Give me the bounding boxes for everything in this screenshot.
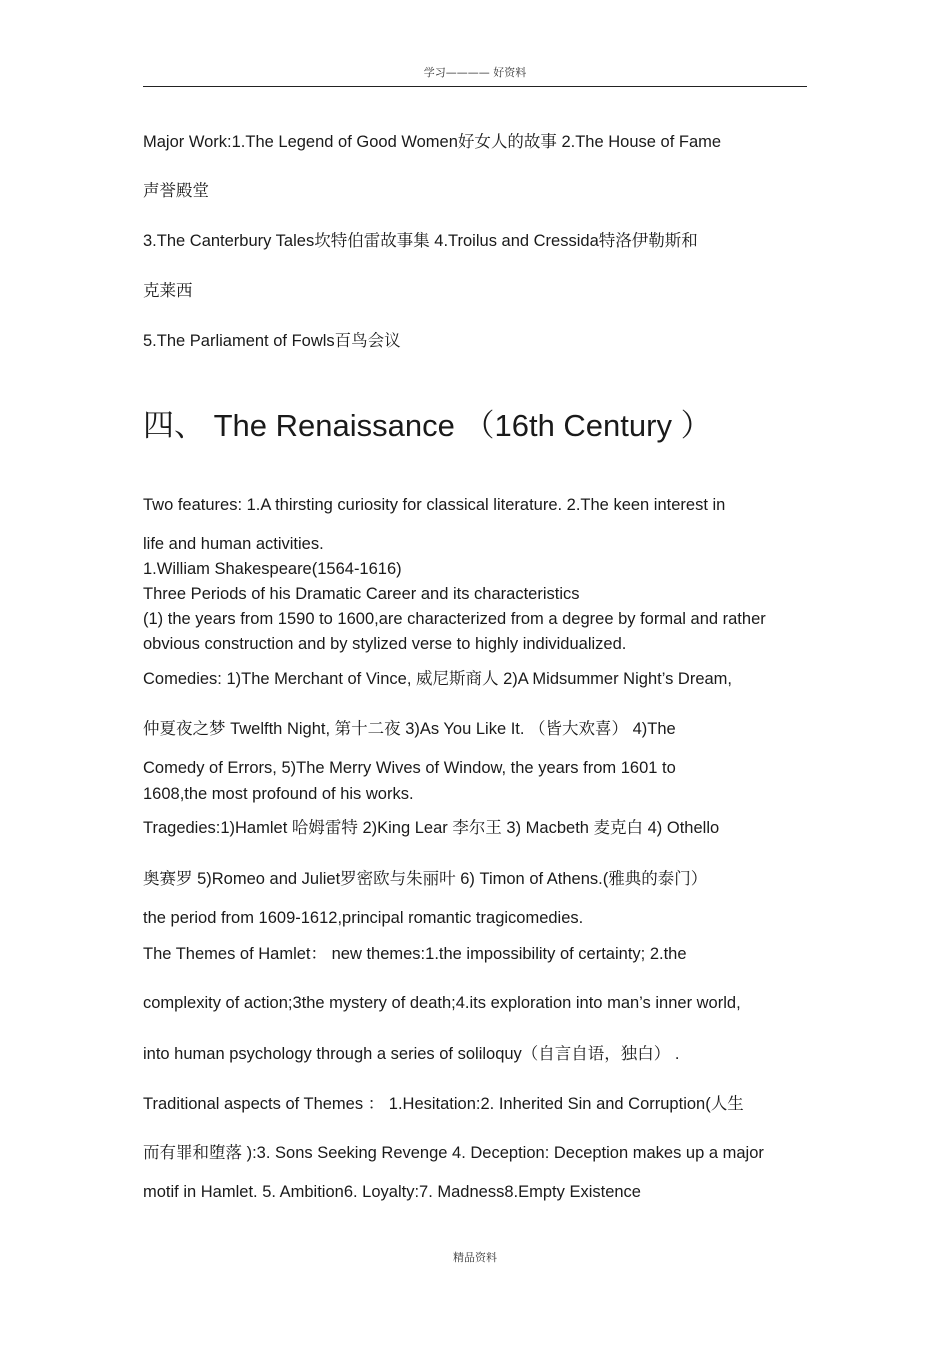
section-heading: 四、 The Renaissance （16th Century ）: [143, 408, 712, 443]
text-line: 奥赛罗 5)Romeo and Juliet罗密欧与朱丽叶 6) Timon of Athens.(雅典的泰门）: [143, 870, 708, 888]
text-line: Tragedies:1)Hamlet 哈姆雷特 2)King Lear 李尔王 3) Macbeth 麦克白 4) Othello: [143, 819, 720, 837]
text-line: the period from 1609-1612,principal romantic tragicomedies.: [143, 909, 584, 927]
text-line: 1.William Shakespeare(1564-1616): [143, 560, 402, 578]
text-line: 3.The Canterbury Tales坎特伯雷故事集 4.Troilus and Cressida特洛伊勒斯和: [143, 232, 698, 250]
text-line: 1608,the most profound of his works.: [143, 785, 414, 803]
text-line: 声誉殿堂: [143, 182, 209, 200]
text-line: The Themes of Hamlet： new themes:1.the impossibility of certainty; 2.the: [143, 945, 687, 963]
text-line: life and human activities.: [143, 535, 324, 553]
text-line: motif in Hamlet. 5. Ambition6. Loyalty:7. Madness8.Empty Existence: [143, 1183, 641, 1201]
text-line: (1) the years from 1590 to 1600,are characterized from a degree by formal and rather: [143, 610, 766, 628]
text-line: 克莱西: [143, 282, 193, 300]
text-line: Three Periods of his Dramatic Career and its characteristics: [143, 585, 580, 603]
text-line: Two features: 1.A thirsting curiosity for classical literature. 2.The keen interest in: [143, 496, 726, 514]
text-line: into human psychology through a series of soliloquy（自言自语，独白） .: [143, 1045, 680, 1063]
header-rule: [143, 86, 807, 87]
page-footer: 精品资料: [453, 1251, 497, 1264]
text-line: Comedy of Errors, 5)The Merry Wives of Window, the years from 1601 to: [143, 759, 676, 777]
text-line: complexity of action;3the mystery of death;4.its exploration into man’s inner world,: [143, 994, 741, 1012]
text-line: obvious construction and by stylized verse to highly individualized.: [143, 635, 627, 653]
text-line: Comedies: 1)The Merchant of Vince, 威尼斯商人 2)A Midsummer Night’s Dream,: [143, 670, 732, 688]
text-line: 5.The Parliament of Fowls百鸟会议: [143, 332, 401, 350]
text-line: Traditional aspects of Themes ： 1.Hesitation:2. Inherited Sin and Corruption(人生: [143, 1095, 744, 1113]
text-line: Major Work:1.The Legend of Good Women好女人的故事 2.The House of Fame: [143, 133, 722, 151]
page-header: 学习———— 好资料: [423, 66, 527, 79]
text-line: 而有罪和堕落 ):3. Sons Seeking Revenge 4. Deception: Deception makes up a major: [143, 1144, 764, 1162]
text-line: 仲夏夜之梦 Twelfth Night, 第十二夜 3)As You Like It. （皆大欢喜） 4)The: [143, 720, 676, 738]
